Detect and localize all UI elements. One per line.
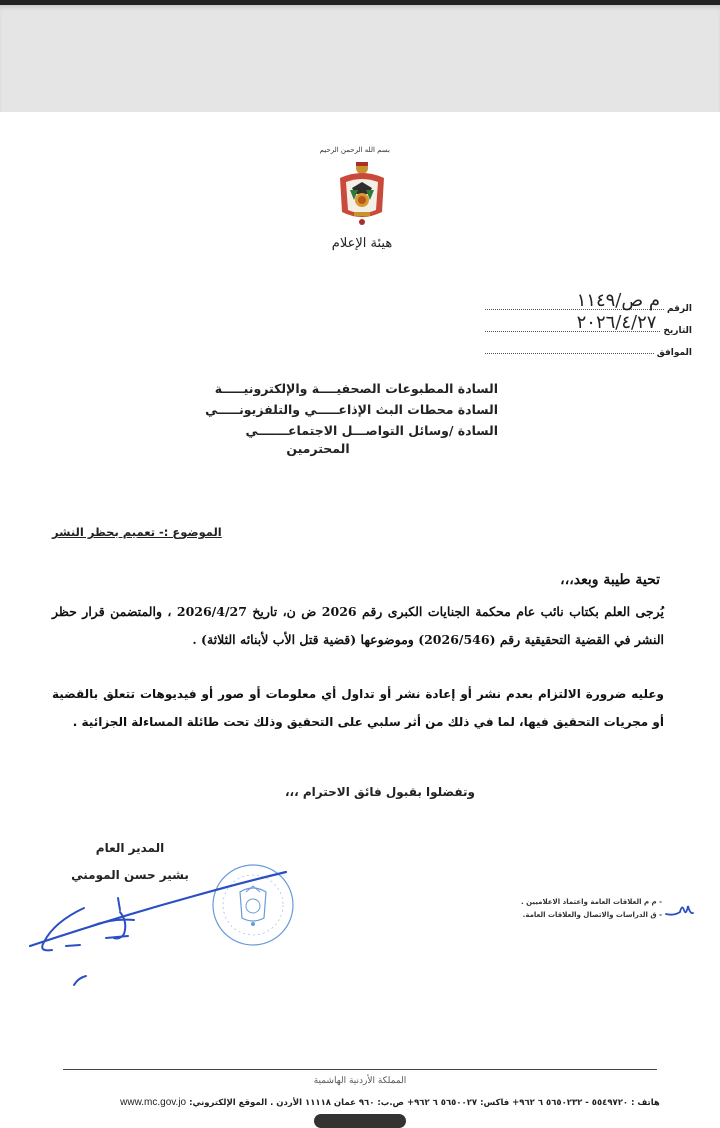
reference-date-row [482, 314, 692, 336]
subject-line: الموضوع :- تعميم بحظر النشر [52, 525, 222, 539]
greeting: تحية طيبة وبعد،،، [560, 572, 660, 588]
recipient-line: السادة /وسائل التواصـــل الاجتماعـــــــي [245, 423, 498, 438]
signer-name: بشير حسن المومني [71, 868, 189, 882]
body-paragraph-1: يُرجى العلم بكتاب نائب عام محكمة الجنايات الكبرى رقم 2026 ض ن، تاريخ 2026/4/27 ، والمتضمن قرار حظر النشر في القضية التحقيقية رقم (2026/546) وموضوعها (قضية قتل الأب لأبنائه الثلاثة) . [52, 604, 664, 647]
basmala: بسم الله الرحمن الرحيم [319, 146, 390, 154]
organization-name: هيئة الإعلام [331, 236, 393, 251]
reference-number-row [482, 292, 692, 314]
footer-kingdom: المملكة الأردنية الهاشمية [313, 1076, 407, 1086]
reference-corresponding-row [482, 336, 692, 358]
viewer-toolbar-area [0, 5, 720, 112]
reference-corresponding-label: الموافق [656, 348, 692, 358]
honorific: المحترمين [286, 441, 350, 456]
cc-list [482, 896, 662, 922]
recipient-line: السادة المطبوعات الصحفيــــة والإلكترونيـــــة [214, 381, 498, 396]
reference-date-label: التاريخ [663, 326, 692, 336]
closing-line: وتفضلوا بقبول فائق الاحترام ،،، [285, 785, 475, 799]
recipient-line: السادة محطات البث الإذاعـــــي والتلفزيونـــــي [205, 402, 498, 417]
signer-title: المدير العام [95, 841, 165, 855]
handwritten-signature-icon [24, 860, 294, 990]
reference-number-label: الرقم [666, 304, 692, 314]
footer-website: www.mc.gov.jo [120, 1097, 187, 1108]
footer-contact-details: هاتف : ٥٥٤٩٧٢٠ - ٥٦٥٠٢٣٢ ٦ ٩٦٢+ فاكس: ٥٦٥٠٠٢٧ ٦ ٩٦٢+ ص.ب: ٩٦٠ عمان ١١١١٨ الأردن . الموقع الإلكتروني: [189, 1098, 660, 1108]
coat-of-arms-icon [336, 160, 388, 232]
reference-number-value: م ص/١١٤٩ [576, 290, 660, 311]
footer-contact [80, 1097, 700, 1108]
body-paragraph-2: وعليه ضرورة الالتزام بعدم نشر أو إعادة نشر أو تداول أي معلومات أو صور أو فيديوهات تتعلق بالقضية أو مجريات التحقيق فيها، لما في ذلك من أثر سلبي على التحقيق وذلك تحت طائلة المساءلة الجزائية . [52, 687, 664, 729]
recipients-block [198, 378, 498, 457]
cc-item: - ق الدراسات والاتصال والعلاقات العامة. [522, 911, 662, 919]
initials-signature-icon [664, 902, 694, 920]
footer-divider [63, 1069, 657, 1070]
home-indicator[interactable] [314, 1114, 406, 1128]
cc-item: - م م العلاقات العامة واعتماد الاعلاميين . [521, 898, 662, 906]
reference-block [482, 292, 692, 358]
reference-date-value: ٢٠٢٦/٤/٢٧ [576, 312, 657, 333]
